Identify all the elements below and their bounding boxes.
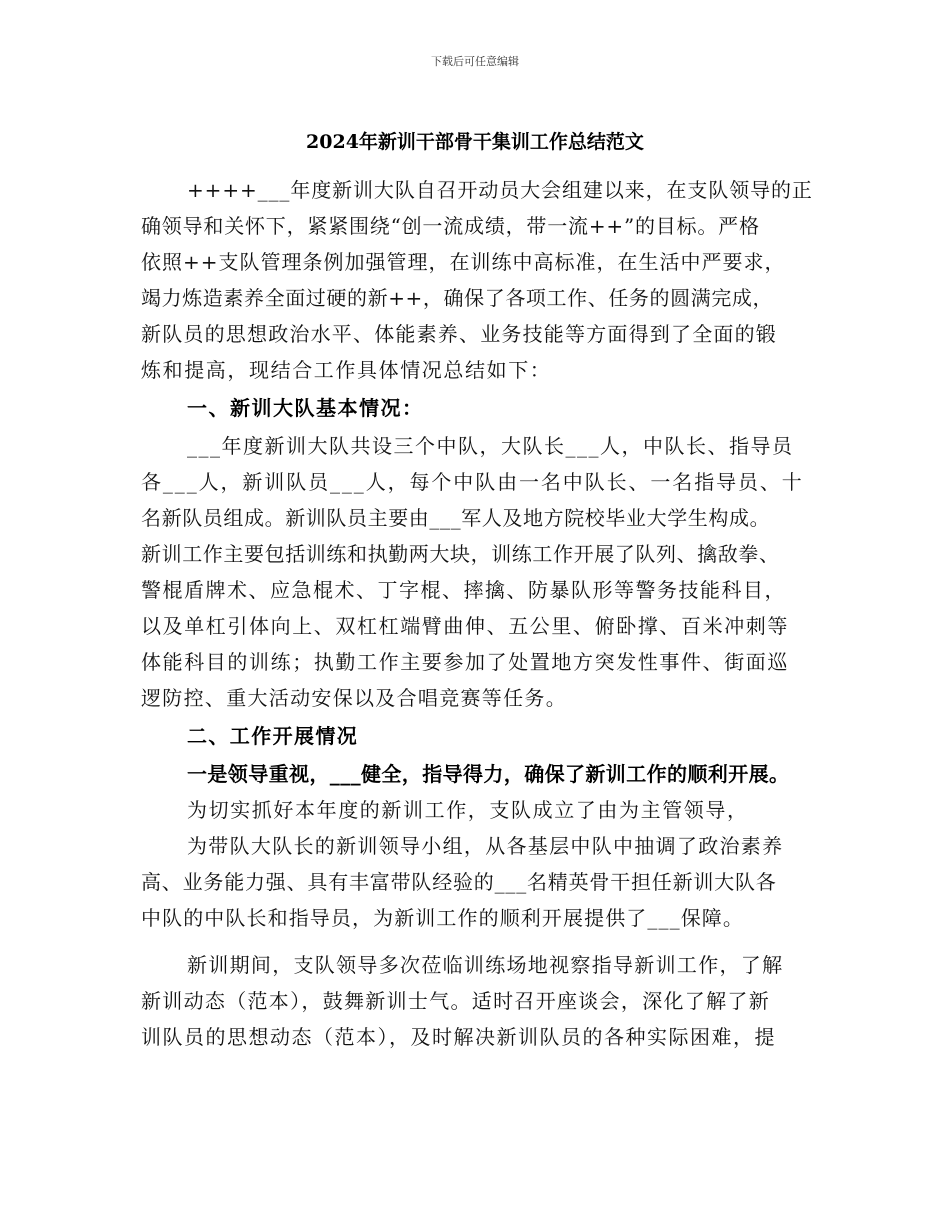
paragraph-line: ___年度新训大队共设三个中队，大队长___人，中队长、指导员 (187, 434, 794, 458)
paragraph-line: 依照++支队管理条例加强管理，在训练中高标准，在生活中严要求， (141, 250, 786, 274)
subsection-heading: 一是领导重视，___健全，指导得力，确保了新训工作的顺利开展。 (187, 762, 790, 786)
paragraph-line: 新训动态（范本），鼓舞新训士气。适时召开座谈会，深化了解了新 (141, 989, 770, 1013)
paragraph-line: 以及单杠引体向上、双杠杠端臂曲伸、五公里、俯卧撑、百米冲刺等 (141, 614, 789, 638)
paragraph-line: 新队员的思想政治水平、体能素养、业务技能等方面得到了全面的锻 (141, 322, 777, 346)
section-heading-1: 一、新训大队基本情况： (187, 396, 424, 420)
paragraph-line: 逻防控、重大活动安保以及合唱竞赛等任务。 (141, 686, 567, 710)
paragraph-line: 名新队员组成。新训队员主要由___军人及地方院校毕业大学生构成。 (141, 506, 771, 530)
paragraph-line: 新训期间，支队领导多次莅临训练场地视察指导新训工作，了解 (187, 953, 784, 977)
paragraph-line: 中队的中队长和指导员，为新训工作的顺利开展提供了___保障。 (141, 906, 744, 930)
paragraph-line: 为切实抓好本年度的新训工作，支队成立了由为主管领导， (187, 798, 749, 822)
document-title: 2024年新训干部骨干集训工作总结范文 (306, 131, 644, 153)
paragraph-line: 为带队大队长的新训领导小组，从各基层中队中抽调了政治素养 (187, 834, 784, 858)
paragraph-line: 确领导和关怀下，紧紧围绕“创一流成绩，带一流++”的目标。严格 (141, 214, 760, 238)
paragraph-line: 高、业务能力强、具有丰富带队经验的___名精英骨干担任新训大队各 (141, 870, 777, 894)
page-header-note: 下载后可任意编辑 (431, 55, 519, 68)
paragraph-line: 炼和提高，现结合工作具体情况总结如下： (141, 358, 552, 382)
paragraph-line: ++++___年度新训大队自召开动员大会组建以来，在支队领导的正 (187, 178, 813, 202)
section-heading-2: 二、工作开展情况 (187, 724, 359, 748)
paragraph-line: 新训工作主要包括训练和执勤两大块，训练工作开展了队列、擒敌拳、 (141, 542, 780, 566)
paragraph-line: 训队员的思想动态（范本），及时解决新训队员的各种实际困难，提 (141, 1025, 776, 1049)
paragraph-line: 各___人，新训队员___人，每个中队由一名中队长、一名指导员、十 (141, 470, 804, 494)
paragraph-line: 体能科目的训练；执勤工作主要参加了处置地方突发性事件、街面巡 (141, 650, 789, 674)
paragraph-line: 竭力炼造素养全面过硬的新++，确保了各项工作、任务的圆满完成， (141, 286, 774, 310)
paragraph-line: 警棍盾牌术、应急棍术、丁字棍、摔擒、防暴队形等警务技能科目， (141, 578, 786, 602)
